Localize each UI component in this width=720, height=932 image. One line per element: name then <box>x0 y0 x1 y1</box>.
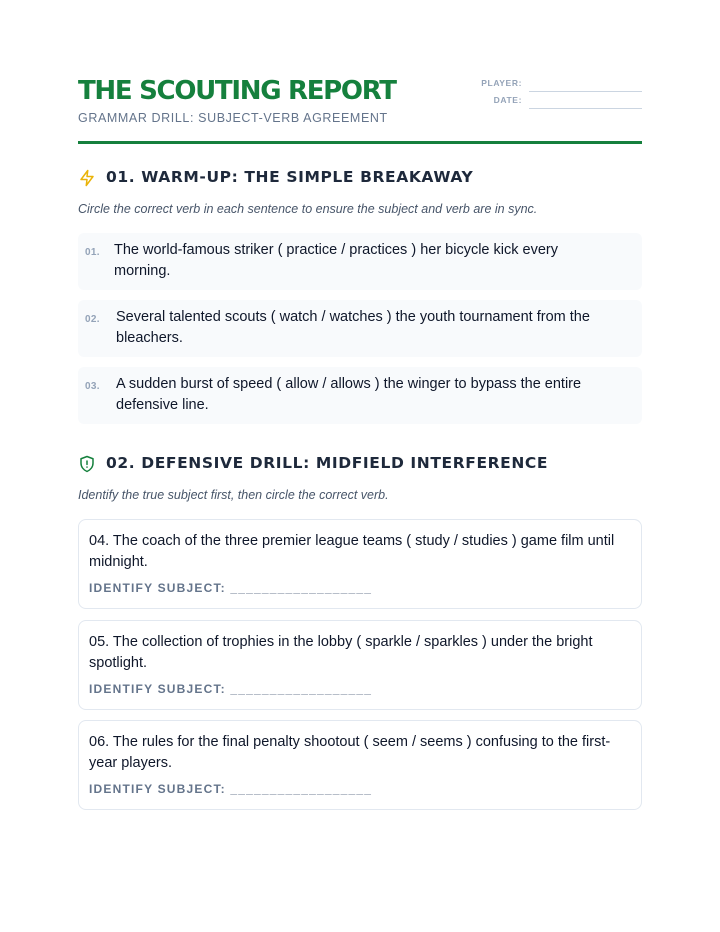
item-number: 01. <box>85 247 100 258</box>
item-number: 02. <box>85 314 100 325</box>
defensive-card <box>78 720 642 810</box>
warmup-item <box>78 300 642 357</box>
item-number: 03. <box>85 381 100 392</box>
shield-icon <box>78 455 96 473</box>
date-field <box>472 95 642 113</box>
identify-subject-prompt: IDENTIFY SUBJECT: __________________ <box>89 682 373 696</box>
defensive-card <box>78 519 642 609</box>
section-defensive-title: 02. DEFENSIVE DRILL: MIDFIELD INTERFERENCE <box>106 454 549 472</box>
identify-subject-prompt: IDENTIFY SUBJECT: __________________ <box>89 581 373 595</box>
section-defensive-heading <box>78 454 642 478</box>
warmup-item <box>78 367 642 424</box>
player-field <box>472 78 642 96</box>
card-sentence: 05. The collection of trophies in the lobby ( sparkle / sparkles ) under the bright spotlight. <box>89 634 593 671</box>
player-write-line <box>529 91 642 92</box>
section-warmup-heading <box>78 168 642 192</box>
section-warmup-title: 01. WARM-UP: THE SIMPLE BREAKAWAY <box>106 168 474 186</box>
header-divider <box>78 141 642 144</box>
lightning-bolt-icon <box>78 169 96 187</box>
defensive-card <box>78 620 642 710</box>
section-warmup-instructions: Circle the correct verb in each sentence to ensure the subject and verb are in sync. <box>78 202 538 216</box>
card-sentence: 06. The rules for the final penalty shootout ( seem / seems ) confusing to the first-year players. <box>89 734 611 771</box>
section-defensive-instructions: Identify the true subject first, then circle the correct verb. <box>78 488 389 502</box>
page-title: THE SCOUTING REPORT <box>78 76 396 106</box>
player-label: PLAYER: <box>481 78 522 88</box>
date-write-line <box>529 108 642 109</box>
identify-subject-prompt: IDENTIFY SUBJECT: __________________ <box>89 782 373 796</box>
item-sentence: A sudden burst of speed ( allow / allows ) the winger to bypass the entire defensive line. <box>116 376 582 413</box>
warmup-item <box>78 233 642 290</box>
item-sentence: The world-famous striker ( practice / practices ) her bicycle kick every morning. <box>114 242 558 279</box>
date-label: DATE: <box>493 95 522 105</box>
item-sentence: Several talented scouts ( watch / watches ) the youth tournament from the bleachers. <box>116 309 590 346</box>
page-subtitle: GRAMMAR DRILL: SUBJECT-VERB AGREEMENT <box>78 111 388 125</box>
card-sentence: 04. The coach of the three premier league teams ( study / studies ) game film until midnight. <box>89 533 615 570</box>
